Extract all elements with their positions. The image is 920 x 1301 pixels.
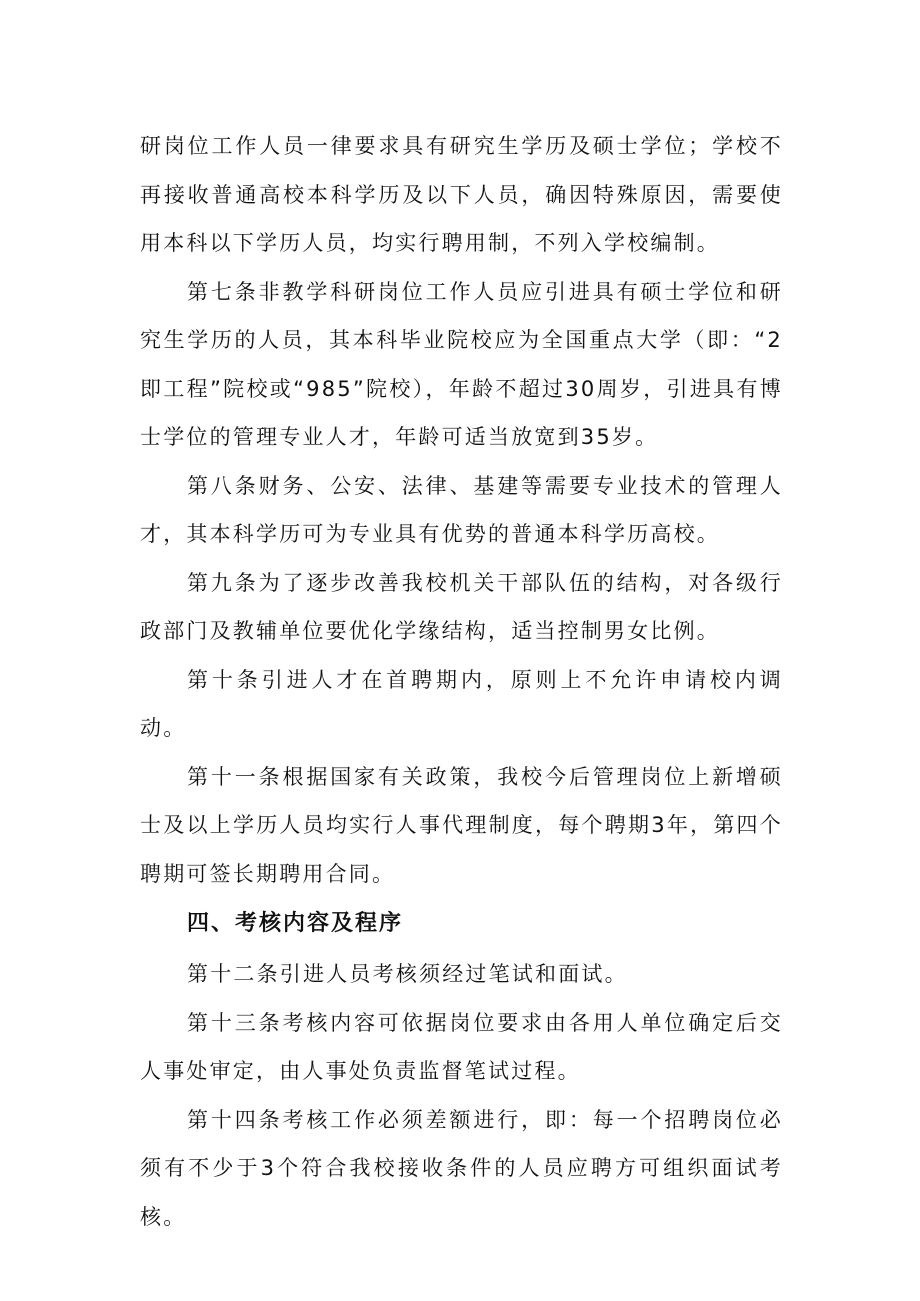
paragraph-article-11: 第十一条根据国家有关政策，我校今后管理岗位上新增硕士及以上学历人员均实行人事代理制度，每个聘期3年，第四个聘期可签长期聘用合同。 <box>140 764 783 886</box>
paragraph-article-8: 第八条财务、公安、法律、基建等需要专业技术的管理人才，其本科学历可为专业具有优势的普通本科学历高校。 <box>140 473 783 546</box>
paragraph-continuation: 研岗位工作人员一律要求具有研究生学历及硕士学位；学校不再接收普通高校本科学历及以下人员，确因特殊原因，需要使用本科以下学历人员，均实行聘用制，不列入学校编制。 <box>140 134 783 255</box>
paragraph-article-10: 第十条引进人才在首聘期内，原则上不允许申请校内调动。 <box>140 667 783 740</box>
paragraph-article-13: 第十三条考核内容可依据岗位要求由各用人单位确定后交人事处审定，由人事处负责监督笔试过程。 <box>140 1010 783 1083</box>
paragraph-article-14: 第十四条考核工作必须差额进行，即：每一个招聘岗位必须有不少于3个符合我校接收条件的人员应聘方可组织面试考核。 <box>140 1107 783 1229</box>
paragraph-article-9: 第九条为了逐步改善我校机关干部队伍的结构，对各级行政部门及教辅单位要优化学缘结构，适当控制男女比例。 <box>140 570 783 643</box>
paragraph-article-7: 第七条非教学科研岗位工作人员应引进具有硕士学位和研究生学历的人员，其本科毕业院校应为全国重点大学（即：“2即工程”院校或“985”院校），年龄不超过30周岁，引进具有博士学位的管理专业人才，年龄可适当放宽到35岁。 <box>140 279 783 449</box>
section-heading: 四、考核内容及程序 <box>187 911 404 936</box>
document-page <box>140 122 783 1241</box>
paragraph-article-12: 第十二条引进人员考核须经过笔试和面试。 <box>187 962 628 986</box>
